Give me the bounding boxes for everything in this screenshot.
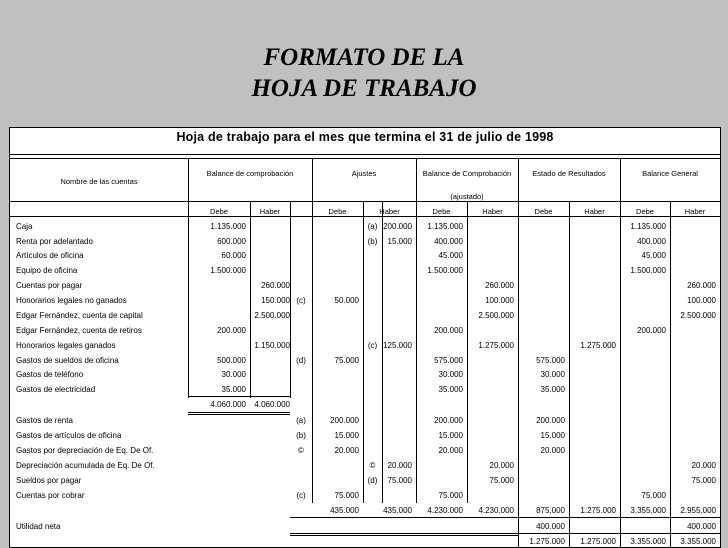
credit-header: Haber (379, 207, 400, 216)
adjustment-ref: (d) (296, 356, 306, 365)
adjustment-ref: (c) (296, 491, 306, 500)
account-name: Cuentas por cobrar (16, 491, 85, 500)
amount-cell: 3.355.000 (680, 537, 716, 546)
amount-cell: 20.000 (387, 461, 412, 470)
account-name: Artículos de oficina (16, 251, 84, 260)
amount-cell: 30.000 (438, 370, 463, 379)
amount-cell: 1.500.000 (210, 266, 246, 275)
header-bottom-line (10, 201, 720, 202)
amount-cell: 60.000 (221, 251, 246, 260)
amount-cell: 75.000 (691, 476, 716, 485)
amount-cell: 20.000 (540, 446, 565, 455)
amount-cell: 3.355.000 (630, 506, 666, 515)
amount-cell: 4.230.000 (427, 506, 463, 515)
amount-cell: 875.000 (536, 506, 565, 515)
amount-cell: 1.135.000 (630, 222, 666, 231)
debit-header: Debe (210, 207, 228, 216)
account-name: Depreciación acumulada de Eq. De Of. (16, 461, 155, 470)
amount-cell: 125.000 (383, 341, 412, 350)
amount-cell: 4.060.000 (210, 400, 246, 409)
adjusted-double-line (290, 535, 518, 536)
credit-header: Haber (584, 207, 605, 216)
amount-cell: 30.000 (221, 370, 246, 379)
subheader-bottom-line (10, 216, 720, 217)
amount-cell: 1.275.000 (580, 537, 616, 546)
amount-cell: 2.500.000 (478, 311, 514, 320)
header-adjusted-note: (ajustado) (450, 192, 484, 201)
amount-cell: 1.275.000 (478, 341, 514, 350)
amount-cell: 30.000 (540, 370, 565, 379)
debit-header: Debe (636, 207, 654, 216)
amount-cell: 20.000 (334, 446, 359, 455)
title-separator (10, 154, 720, 155)
amount-cell: 260.000 (485, 281, 514, 290)
net-income-line (518, 533, 720, 534)
amount-cell: 20.000 (691, 461, 716, 470)
header-divider (416, 158, 417, 201)
adjustment-ref: (a) (367, 222, 378, 231)
amount-cell: 1.275.000 (580, 506, 616, 515)
header-adjusted-balance: Balance de Comprobación (422, 169, 512, 178)
header-adjustments: Ajustes (351, 169, 377, 178)
trial-balance-total-line (188, 396, 290, 397)
header-divider (518, 158, 519, 201)
amount-cell: 435.000 (330, 506, 359, 515)
debit-header: Debe (534, 207, 553, 216)
amount-cell: 400.000 (536, 522, 565, 531)
amount-cell: 35.000 (221, 385, 246, 394)
amount-cell: 2.500.000 (254, 311, 290, 320)
header-divider (620, 158, 621, 201)
adjustment-ref: (b) (367, 237, 378, 246)
header-income-statement: Estado de Resultados (532, 169, 606, 178)
amount-cell: 4.060.000 (254, 400, 290, 409)
amount-cell: 100.000 (687, 296, 716, 305)
amount-cell: 400.000 (637, 237, 666, 246)
worksheet (9, 127, 721, 548)
amount-cell: 15.000 (387, 237, 412, 246)
amount-cell: 100.000 (485, 296, 514, 305)
account-name: Gastos de renta (16, 416, 73, 425)
amount-cell: 200.000 (383, 222, 412, 231)
amount-cell: 575.000 (434, 356, 463, 365)
amount-cell: 1.275.000 (580, 341, 616, 350)
amount-cell: 75.000 (641, 491, 666, 500)
totals-line (290, 517, 720, 518)
header-trial-balance: Balance de comprobación (206, 169, 294, 178)
amount-cell: 200.000 (434, 416, 463, 425)
account-name: Sueldos por pagar (16, 476, 82, 485)
amount-cell: 2.500.000 (680, 311, 716, 320)
amount-cell: 200.000 (330, 416, 359, 425)
amount-cell: 400.000 (434, 237, 463, 246)
amount-cell: 45.000 (641, 251, 666, 260)
amount-cell: 75.000 (489, 476, 514, 485)
slide-title-line-1: FORMATO DE LA (263, 44, 465, 71)
header-divider (312, 158, 313, 201)
account-name: Cuentas por pagar (16, 281, 83, 290)
amount-cell: 20.000 (438, 446, 463, 455)
account-name: Edgar Fernández, cuenta de retiros (16, 326, 142, 335)
amount-cell: 45.000 (438, 251, 463, 260)
adjustment-ref: © (298, 446, 304, 455)
adjustment-ref: (a) (296, 416, 306, 425)
amount-cell: 260.000 (687, 281, 716, 290)
amount-cell: 15.000 (540, 431, 565, 440)
trial-balance-double-line (188, 414, 290, 415)
adjustment-ref: (d) (367, 476, 378, 485)
slide-title-line-2: HOJA DE TRABAJO (251, 75, 477, 102)
adjustment-ref: (c) (296, 296, 306, 305)
account-name: Gastos por depreciación de Eq. De Of. (16, 446, 154, 455)
amount-cell: 200.000 (536, 416, 565, 425)
amount-cell: 1.500.000 (630, 266, 666, 275)
adjusted-divider (467, 201, 468, 503)
amount-cell: 2.955.000 (680, 506, 716, 515)
amount-cell: 50.000 (334, 296, 359, 305)
amount-cell: 75.000 (334, 356, 359, 365)
amount-cell: 200.000 (217, 326, 246, 335)
account-name: Gastos de sueldos de oficina (16, 356, 119, 365)
adjustments-left-border (312, 201, 313, 503)
income-divider (569, 201, 570, 547)
account-name: Equipo de oficina (16, 266, 78, 275)
slide-title (0, 42, 728, 104)
account-name: Gastos de electricidad (16, 385, 96, 394)
header-top-line (10, 158, 720, 159)
amount-cell: 400.000 (687, 522, 716, 531)
amount-cell: 600.000 (217, 237, 246, 246)
amount-cell: 500.000 (217, 356, 246, 365)
account-name: Gastos de teléfono (16, 370, 84, 379)
account-name: Honorarios legales ganados (16, 341, 116, 350)
header-divider (188, 158, 189, 201)
amount-cell: 260.000 (261, 281, 290, 290)
amount-cell: 75.000 (334, 491, 359, 500)
header-balance-sheet: Balance General (642, 169, 698, 178)
account-name: Utilidad neta (16, 522, 61, 531)
adjusted-double-line (290, 533, 518, 534)
worksheet-title: Hoja de trabajo para el mes que termina el 31 de julio de 1998 (176, 130, 554, 144)
account-name: Caja (16, 222, 33, 231)
account-name: Honorarios legales no ganados (16, 296, 127, 305)
amount-cell: 150.000 (261, 296, 290, 305)
amount-cell: 35.000 (540, 385, 565, 394)
amount-cell: 75.000 (387, 476, 412, 485)
adjustment-ref: © (369, 461, 376, 470)
amount-cell: 75.000 (438, 491, 463, 500)
credit-header: Haber (684, 207, 706, 216)
amount-cell: 20.000 (489, 461, 514, 470)
amount-cell: 1.135.000 (427, 222, 463, 231)
balance-divider (670, 201, 671, 547)
account-name: Gastos de artículos de oficina (16, 431, 122, 440)
trial-balance-double-line (188, 412, 290, 413)
credit-header: Haber (259, 207, 281, 216)
amount-cell: 1.500.000 (427, 266, 463, 275)
amount-cell: 575.000 (536, 356, 565, 365)
amount-cell: 4.230.000 (478, 506, 514, 515)
credit-header: Haber (482, 207, 503, 216)
header-accounts: Nombre de las cuentas (60, 177, 138, 186)
amount-cell: 15.000 (334, 431, 359, 440)
amount-cell: 15.000 (438, 431, 463, 440)
adjustment-ref: (b) (296, 431, 306, 440)
adjustment-ref: (c) (367, 341, 378, 350)
amount-cell: 1.135.000 (210, 222, 246, 231)
amount-cell: 200.000 (434, 326, 463, 335)
amount-cell: 35.000 (438, 385, 463, 394)
amount-cell: 200.000 (637, 326, 666, 335)
debit-header: Debe (432, 207, 451, 216)
amount-cell: 3.355.000 (630, 537, 666, 546)
account-name: Renta por adelantado (16, 237, 93, 246)
amount-cell: 1.275.000 (529, 537, 565, 546)
debit-header: Debe (328, 207, 347, 216)
account-name: Edgar Fernández, cuenta de capital (16, 311, 143, 320)
amount-cell: 1.150.000 (254, 341, 290, 350)
amount-cell: 435.000 (383, 506, 412, 515)
